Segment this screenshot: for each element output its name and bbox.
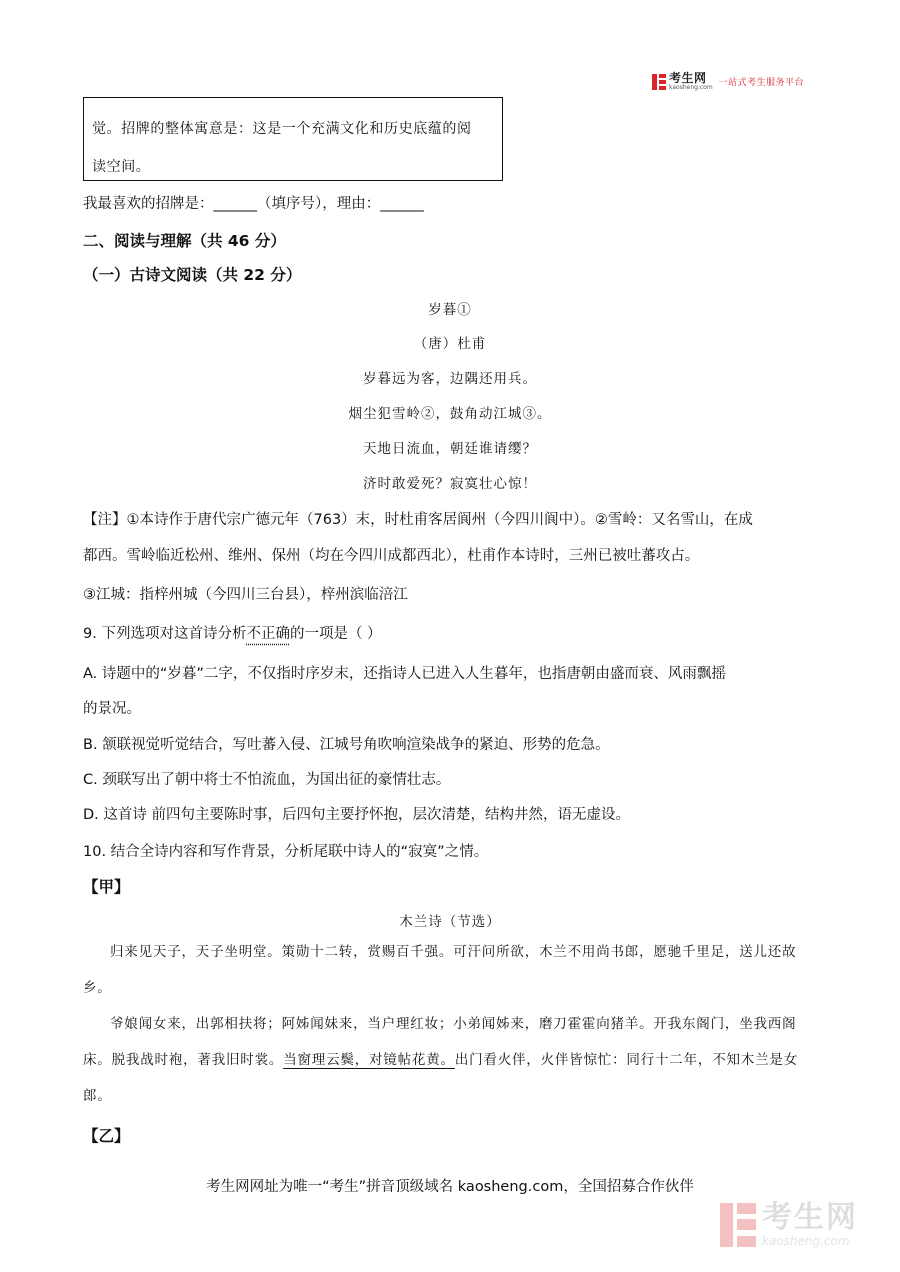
answer-box xyxy=(83,97,503,181)
logo-brand-name: 考生网 xyxy=(669,71,707,85)
question-9-emphasis: 不正确 xyxy=(246,626,290,642)
favorite-sign-question: 我最喜欢的招牌是：______（填序号），理由：______ xyxy=(83,196,424,212)
mulan-p2-underlined: 当窗理云鬓，对镜帖花黄。 xyxy=(283,1052,455,1068)
mulan-paragraph-1: 归来见天子，天子坐明堂。策勋十二转，赏赐百千强。可汗问所欲，木兰不用尚书郎，愿驰千里足，送儿还故乡。 xyxy=(83,944,797,996)
question-10: 10. 结合全诗内容和写作背景，分析尾联中诗人的“寂寞”之情。 xyxy=(83,844,489,860)
option-d: D. 这首诗 前四句主要陈时事，后四句主要抒怀抱，层次清楚，结构井然，语无虚设。 xyxy=(83,807,630,823)
kaosheng-logo-icon xyxy=(652,74,666,90)
poem-line: 烟尘犯雪岭②，鼓角动江城③。 xyxy=(348,406,552,422)
passage-yi-label: 【乙】 xyxy=(83,1127,130,1145)
passage-jia-label: 【甲】 xyxy=(83,878,130,896)
option-b: B. 颔联视觉听觉结合，写吐蕃入侵、江城号角吹响渲染战争的紧迫、形势的危急。 xyxy=(83,737,610,753)
subsection-1-title: （一）古诗文阅读（共 22 分） xyxy=(83,266,302,284)
poem-line: 天地日流血，朝廷谁请缨？ xyxy=(363,441,537,457)
box-line-1: 觉。招牌的整体寓意是：这是一个充满文化和历史底蕴的阅 xyxy=(92,121,472,137)
mulan-p2-after: 出门看火伴，火伴皆惊忙：同行十二年，不知木兰是女郎。 xyxy=(83,1052,799,1104)
question-9 xyxy=(83,622,382,643)
mulan-p2-before: 爷娘闻女来，出郭相扶将；阿姊闻妹来，当户理红妆；小弟闻姊来，磨刀霍霍向猪羊。开我东阁门，坐我西阁床。脱我战时袍，著我旧时裳。 xyxy=(83,1016,797,1068)
poem-line: 济时敢爱死？寂寞壮心惊！ xyxy=(363,476,537,492)
section-2-title: 二、阅读与理解（共 46 分） xyxy=(83,232,286,250)
box-line-2: 读空间。 xyxy=(92,159,151,175)
option-a-line-1: A. 诗题中的“岁暮”二字，不仅指时序岁末，还指诗人已进入人生暮年，也指唐朝由盛而衰、风雨飘摇 xyxy=(83,666,726,682)
header-logo[interactable] xyxy=(652,72,804,91)
watermark xyxy=(720,1200,858,1248)
watermark-domain: kaosheng.com xyxy=(762,1234,850,1248)
mulan-paragraph-2 xyxy=(83,1006,821,1114)
poem-note-2: 都西。雪岭临近松州、维州、保州（均在今四川成都西北），杜甫作本诗时，三州已被吐蕃攻占。 xyxy=(83,548,700,564)
poem-author: （唐）杜甫 xyxy=(413,336,487,352)
watermark-logo-icon xyxy=(720,1203,756,1247)
question-9-suffix: 的一项是（ ） xyxy=(289,626,382,642)
poem-line: 岁暮远为客，边隅还用兵。 xyxy=(363,371,537,387)
page-footer: 考生网网址为唯一“考生”拼音顶级域名 kaosheng.com，全国招募合作伙伴 xyxy=(206,1179,694,1195)
option-a-line-2: 的景况。 xyxy=(83,701,141,717)
logo-slogan: 一站式考生服务平台 xyxy=(718,78,805,88)
poem-note-3: ③江城：指梓州城（今四川三台县），梓州滨临涪江 xyxy=(83,587,408,603)
question-9-prefix: 9. 下列选项对这首诗分析 xyxy=(83,626,247,642)
poem-note-1: 【注】①本诗作于唐代宗广德元年（763）末，时杜甫客居阆州（今四川阆中）。②雪岭：又名雪山，在成 xyxy=(83,512,753,528)
logo-domain: kaosheng.com xyxy=(669,84,713,91)
option-c: C. 颈联写出了朝中将士不怕流血，为国出征的豪情壮志。 xyxy=(83,772,451,788)
watermark-name: 考生网 xyxy=(762,1200,858,1235)
mulan-title: 木兰诗（节选） xyxy=(399,914,501,930)
poem-title: 岁暮① xyxy=(428,302,472,318)
